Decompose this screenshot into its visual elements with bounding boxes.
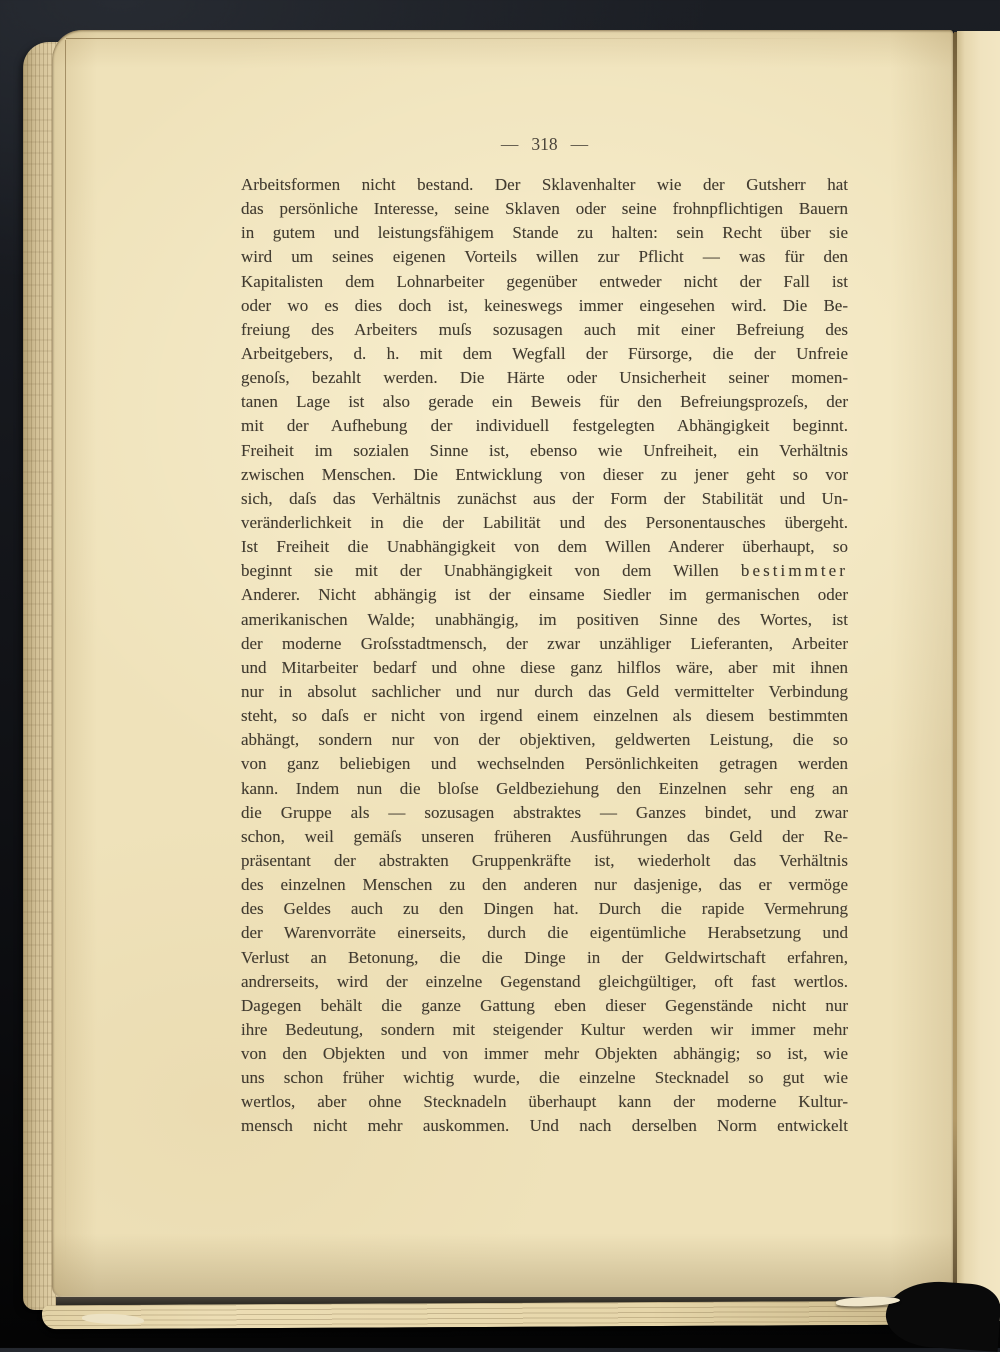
page-number-value: 318 [531, 134, 558, 154]
text-line [241, 511, 848, 535]
line-text: amerikanischen Walde; unabhängig, im positiven Sinne des Wortes, ist [241, 609, 848, 629]
line-text: abhängt, sondern nur von der objektiven, geldwerten Leistung, die so [241, 730, 848, 750]
text-line [241, 752, 848, 776]
text-line [241, 318, 848, 342]
page-number [241, 134, 848, 155]
text-line [241, 559, 848, 583]
line-text: steht, so daſs er nicht von irgend einem einzelnen als diesem bestimmten [241, 706, 848, 726]
line-text: die Gruppe als — sozusagen abstraktes — Ganzes bindet, und zwar [241, 802, 848, 822]
line-text: Dagegen behält die ganze Gattung eben dieser Gegenstände nicht nur [241, 995, 848, 1015]
text-line [241, 535, 848, 559]
line-text: und Mitarbeiter bedarf und ohne diese ganz hilflos wäre, aber mit ihnen [241, 657, 848, 677]
text-line [241, 777, 848, 801]
line-text: sich, daſs das Verhältnis zunächst aus der Form der Stabilität und Un- [241, 488, 848, 508]
line-text: mit der Aufhebung der individuell festgelegten Abhängigkeit beginnt. [241, 416, 848, 436]
line-text: genoſs, bezahlt werden. Die Härte oder Unsicherheit seiner momen- [241, 368, 848, 388]
line-text: Verlust an Betonung, die die Dinge in der Geldwirtschaft erfahren, [241, 947, 848, 967]
text-line [241, 366, 848, 390]
text-line [241, 849, 848, 873]
text-line [241, 221, 848, 245]
line-text: beginnt sie mit der Unabhängigkeit von dem Willen [241, 561, 741, 581]
gutter-crease [953, 32, 957, 1310]
text-line [241, 994, 848, 1018]
text-line [241, 270, 848, 294]
text-line [241, 632, 848, 656]
line-text: präsentant der abstrakten Gruppenkräfte ist, wiederholt das Verhältnis [241, 850, 848, 870]
line-text: des Geldes auch zu den Dingen hat. Durch die rapide Vermehrung [241, 899, 848, 919]
line-text: Anderer. Nicht abhängig ist der einsame Siedler im germanischen oder [241, 585, 848, 605]
book-page [52, 30, 953, 1297]
text-line [241, 173, 848, 197]
line-text: zwischen Menschen. Die Entwicklung von dieser zu jener geht so vor [241, 464, 848, 484]
text-line [241, 414, 848, 438]
text-line [241, 656, 848, 680]
text-line [241, 970, 848, 994]
line-text: von den Objekten und von immer mehr Objekten abhängig; so ist, wie [241, 1044, 848, 1064]
page-number-dash-right: — [570, 134, 589, 154]
text-line [241, 583, 848, 607]
text-line [241, 946, 848, 970]
facing-page-edge [957, 31, 1000, 1321]
line-text: der moderne Groſsstadtmensch, der zwar unzähliger Lieferanten, Arbeiter [241, 633, 848, 653]
text-line [241, 608, 848, 632]
text-line [241, 921, 848, 945]
text-block [241, 173, 848, 1139]
page-number-dash-left: — [500, 134, 519, 154]
line-text: kann. Indem nun die bloſse Geldbeziehung den Einzelnen sehr eng an [241, 778, 848, 798]
line-text: Kapitalisten dem Lohnarbeiter gegenüber entweder nicht der Fall ist [241, 271, 848, 291]
line-text: Arbeitgebers, d. h. mit dem Wegfall der Fürsorge, die der Unfreie [241, 343, 848, 363]
line-text: uns schon früher wichtig wurde, die einzelne Stecknadel so gut wie [241, 1068, 848, 1088]
line-text: nur in absolut sachlicher und nur durch das Geld vermittelter Verbindung [241, 681, 848, 701]
line-text: wird um seines eigenen Vorteils willen zur Pflicht — was für den [241, 247, 848, 267]
text-line [241, 1018, 848, 1042]
text-line [241, 294, 848, 318]
line-text: freiung des Arbeiters muſs sozusagen auch mit einer Befreiung des [241, 319, 848, 339]
text-line [241, 487, 848, 511]
line-text: tanen Lage ist also gerade ein Beweis für den Befreiungsprozeſs, der [241, 392, 848, 412]
line-text: veränderlichkeit in die der Labilität und des Personentausches übergeht. [241, 512, 848, 532]
line-text: schon, weil gemäſs unseren früheren Ausführungen das Geld der Re- [241, 826, 848, 846]
line-text: mensch nicht mehr auskommen. Und nach derselben Norm entwickelt [241, 1116, 848, 1136]
text-line [241, 342, 848, 366]
line-text: von ganz beliebigen und wechselnden Persönlichkeiten getragen werden [241, 754, 848, 774]
text-line [241, 897, 848, 921]
text-line [241, 825, 848, 849]
line-text: das persönliche Interesse, seine Sklaven oder seine frohnpflichtigen Bauern [241, 199, 848, 219]
line-text: ihre Bedeutung, sondern mit steigender Kultur werden wir immer mehr [241, 1019, 848, 1039]
text-line [241, 728, 848, 752]
text-line [241, 245, 848, 269]
under-sheet-edge-top [66, 38, 846, 39]
line-text: in gutem und leistungsfähigem Stande zu halten: sein Recht über sie [241, 223, 848, 243]
text-line [241, 463, 848, 487]
line-text: andrerseits, wird der einzelne Gegenstand gleichgültiger, oft fast wertlos. [241, 971, 848, 991]
text-line [241, 680, 848, 704]
text-line [241, 1042, 848, 1066]
text-line [241, 197, 848, 221]
line-text: Ist Freiheit die Unabhängigkeit von dem Willen Anderer überhaupt, so [241, 537, 848, 557]
text-line [241, 704, 848, 728]
text-line [241, 1114, 848, 1138]
under-sheet-edge-left [65, 40, 66, 1275]
line-text: wertlos, aber ohne Stecknadeln überhaupt kann der moderne Kultur- [241, 1092, 848, 1112]
text-line [241, 1066, 848, 1090]
text-line [241, 390, 848, 414]
line-text: Freiheit im sozialen Sinne ist, ebenso wie Unfreiheit, ein Verhältnis [241, 440, 848, 460]
text-line [241, 439, 848, 463]
line-text: oder wo es dies doch ist, keineswegs immer eingesehen wird. Die Be- [241, 295, 848, 315]
text-line [241, 801, 848, 825]
line-text: des einzelnen Menschen zu den anderen nur dasjenige, das er vermöge [241, 875, 848, 895]
line-text: Arbeitsformen nicht bestand. Der Sklavenhalter wie der Gutsherr hat [241, 175, 848, 194]
page-edge-stack-bottom [42, 1301, 908, 1330]
text-line [241, 1090, 848, 1114]
text-line [241, 873, 848, 897]
line-text: der Warenvorräte einerseits, durch die eigentümliche Herabsetzung und [241, 923, 848, 943]
emphasized-word: bestimmter [740, 561, 848, 581]
